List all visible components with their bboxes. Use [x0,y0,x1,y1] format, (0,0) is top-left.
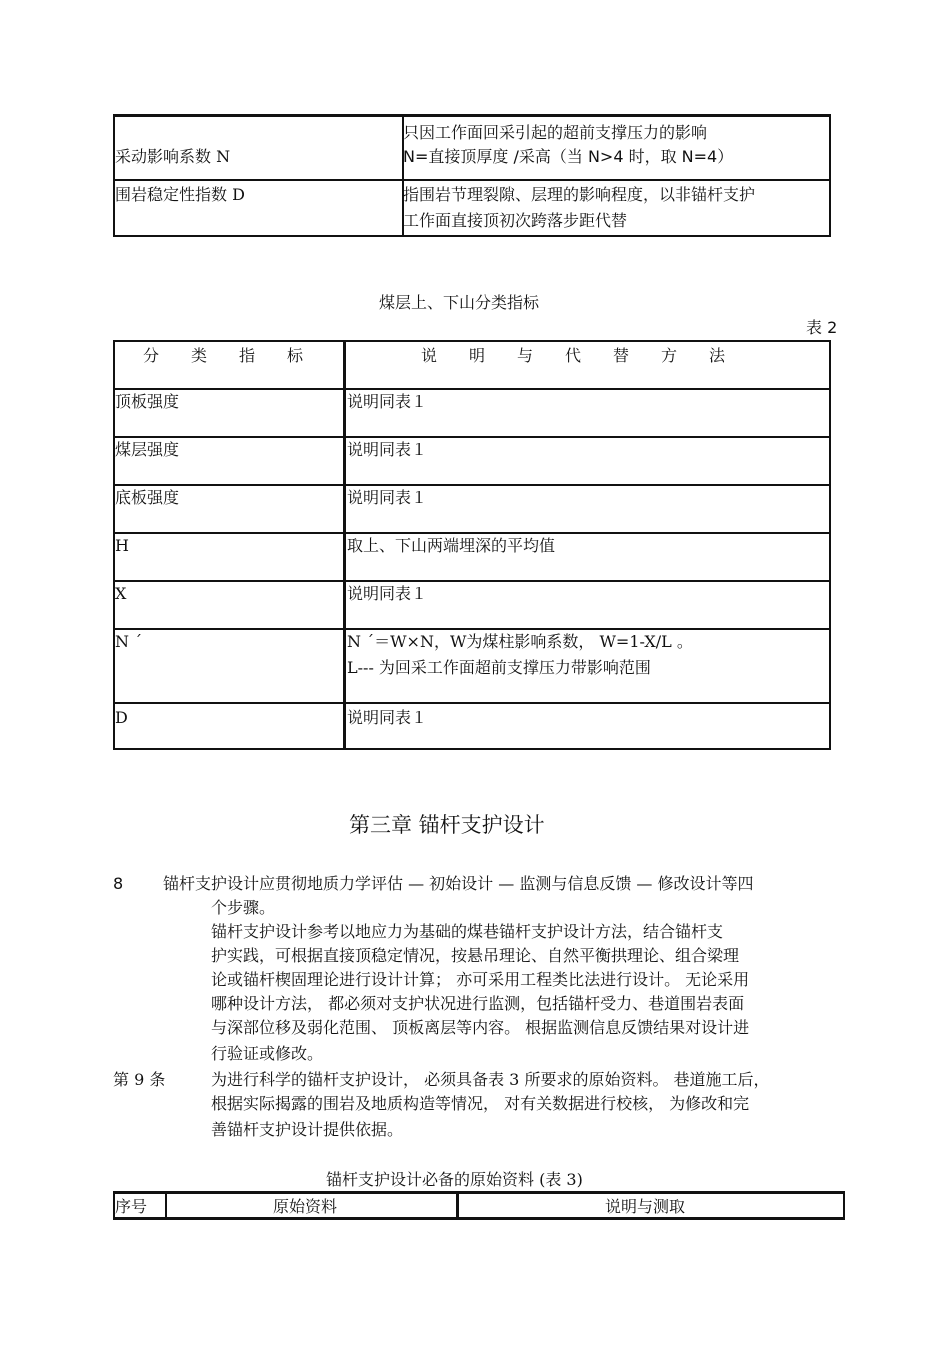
table-cell-desc: 说明同表１ [347,584,428,603]
article-number: 8 [113,874,124,893]
row-divider [115,580,829,582]
table-3-title: 锚杆支护设计必备的原始资料 (表 3) [326,1170,583,1189]
classification-table-1-continued [113,114,831,237]
table-header-index: 序号 [115,1197,148,1216]
row-divider [115,388,829,390]
row-divider [115,179,829,181]
table-cell-label: D [115,708,128,727]
table-header-raw-data: 原始资料 [273,1197,338,1216]
row-divider [115,702,829,704]
paragraph-line: 与深部位移及弱化范围、 顶板离层等内容。 根据监测信息反馈结果对设计进 [211,1018,750,1037]
row-divider [115,484,829,486]
chapter-title: 第三章 锚杆支护设计 [349,813,545,837]
paragraph-line: 根据实际揭露的围岩及地质构造等情况， 对有关数据进行校核， 为修改和完 [211,1094,750,1113]
paragraph-line: 护实践，可根据直接顶稳定情况，按悬吊理论、自然平衡拱理论、组合梁理 [211,946,740,965]
column-divider [456,1194,459,1217]
table-cell-desc: 指围岩节理裂隙、层理的影响程度，以非锚杆支护 [403,185,756,204]
paragraph-line: 论或锚杆楔固理论进行设计计算； 亦可采用工程类比法进行设计。 无论采用 [211,970,750,989]
table-cell-desc: 只因工作面回采引起的超前支撑压力的影响 [403,123,708,142]
table-cell-desc: 取上、下山两端埋深的平均值 [347,536,556,555]
table-cell-label: 底板强度 [115,488,180,507]
table-cell-desc: L--- 为回采工作面超前支撑压力带影响范围 [347,658,651,677]
table-cell-desc: 说明同表１ [347,440,428,459]
table-cell-label: 煤层强度 [115,440,180,459]
table-cell-label: 顶板强度 [115,392,180,411]
table-cell-desc: N ˊ＝W×N，W为煤柱影响系数， W=1-X/L 。 [347,632,693,651]
table-header-description: 说 明 与 代 替 方 法 [421,346,726,365]
table-header-description: 说明与测取 [605,1197,686,1216]
table-cell-label: N ˊ [115,632,143,651]
row-divider [115,436,829,438]
table-cell-desc: 工作面直接顶初次跨落步距代替 [403,211,628,230]
table-cell-label: 采动影响系数 N [115,147,231,166]
classification-table-2 [113,340,831,750]
raw-data-table-3 [113,1191,845,1220]
table-cell-desc: N=直接顶厚度 /采高（当 N>4 时，取 N=4） [403,147,734,166]
table-2-title: 煤层上、下山分类指标 [379,293,540,312]
article-number: 第 9 条 [113,1070,166,1089]
paragraph-line: 锚杆支护设计参考以地应力为基础的煤巷锚杆支护设计方法，结合锚杆支 [211,922,724,941]
column-divider [165,1194,167,1217]
paragraph-line: 为进行科学的锚杆支护设计， 必须具备表 3 所要求的原始资料。 巷道施工后， [211,1070,770,1089]
paragraph-line: 行验证或修改。 [211,1044,324,1063]
paragraph-line: 锚杆支护设计应贯彻地质力学评估 — 初始设计 — 监测与信息反馈 — 修改设计等四 [163,874,754,893]
paragraph-line: 哪种设计方法， 都必须对支护状况进行监测，包括锚杆受力、巷道围岩表面 [211,994,745,1013]
table-cell-desc: 说明同表１ [347,392,428,411]
table-cell-desc: 说明同表１ [347,488,428,507]
paragraph-line: 善锚杆支护设计提供依据。 [211,1120,404,1139]
table-2-number: 表 2 [806,318,838,337]
table-cell-label: H [115,536,129,555]
paragraph-line: 个步骤。 [211,898,276,917]
table-cell-label: X [115,584,127,603]
table-cell-desc: 说明同表１ [347,708,428,727]
table-cell-label: 围岩稳定性指数 D [115,185,245,204]
column-divider [343,342,346,748]
table-header-category: 分 类 指 标 [143,346,304,365]
